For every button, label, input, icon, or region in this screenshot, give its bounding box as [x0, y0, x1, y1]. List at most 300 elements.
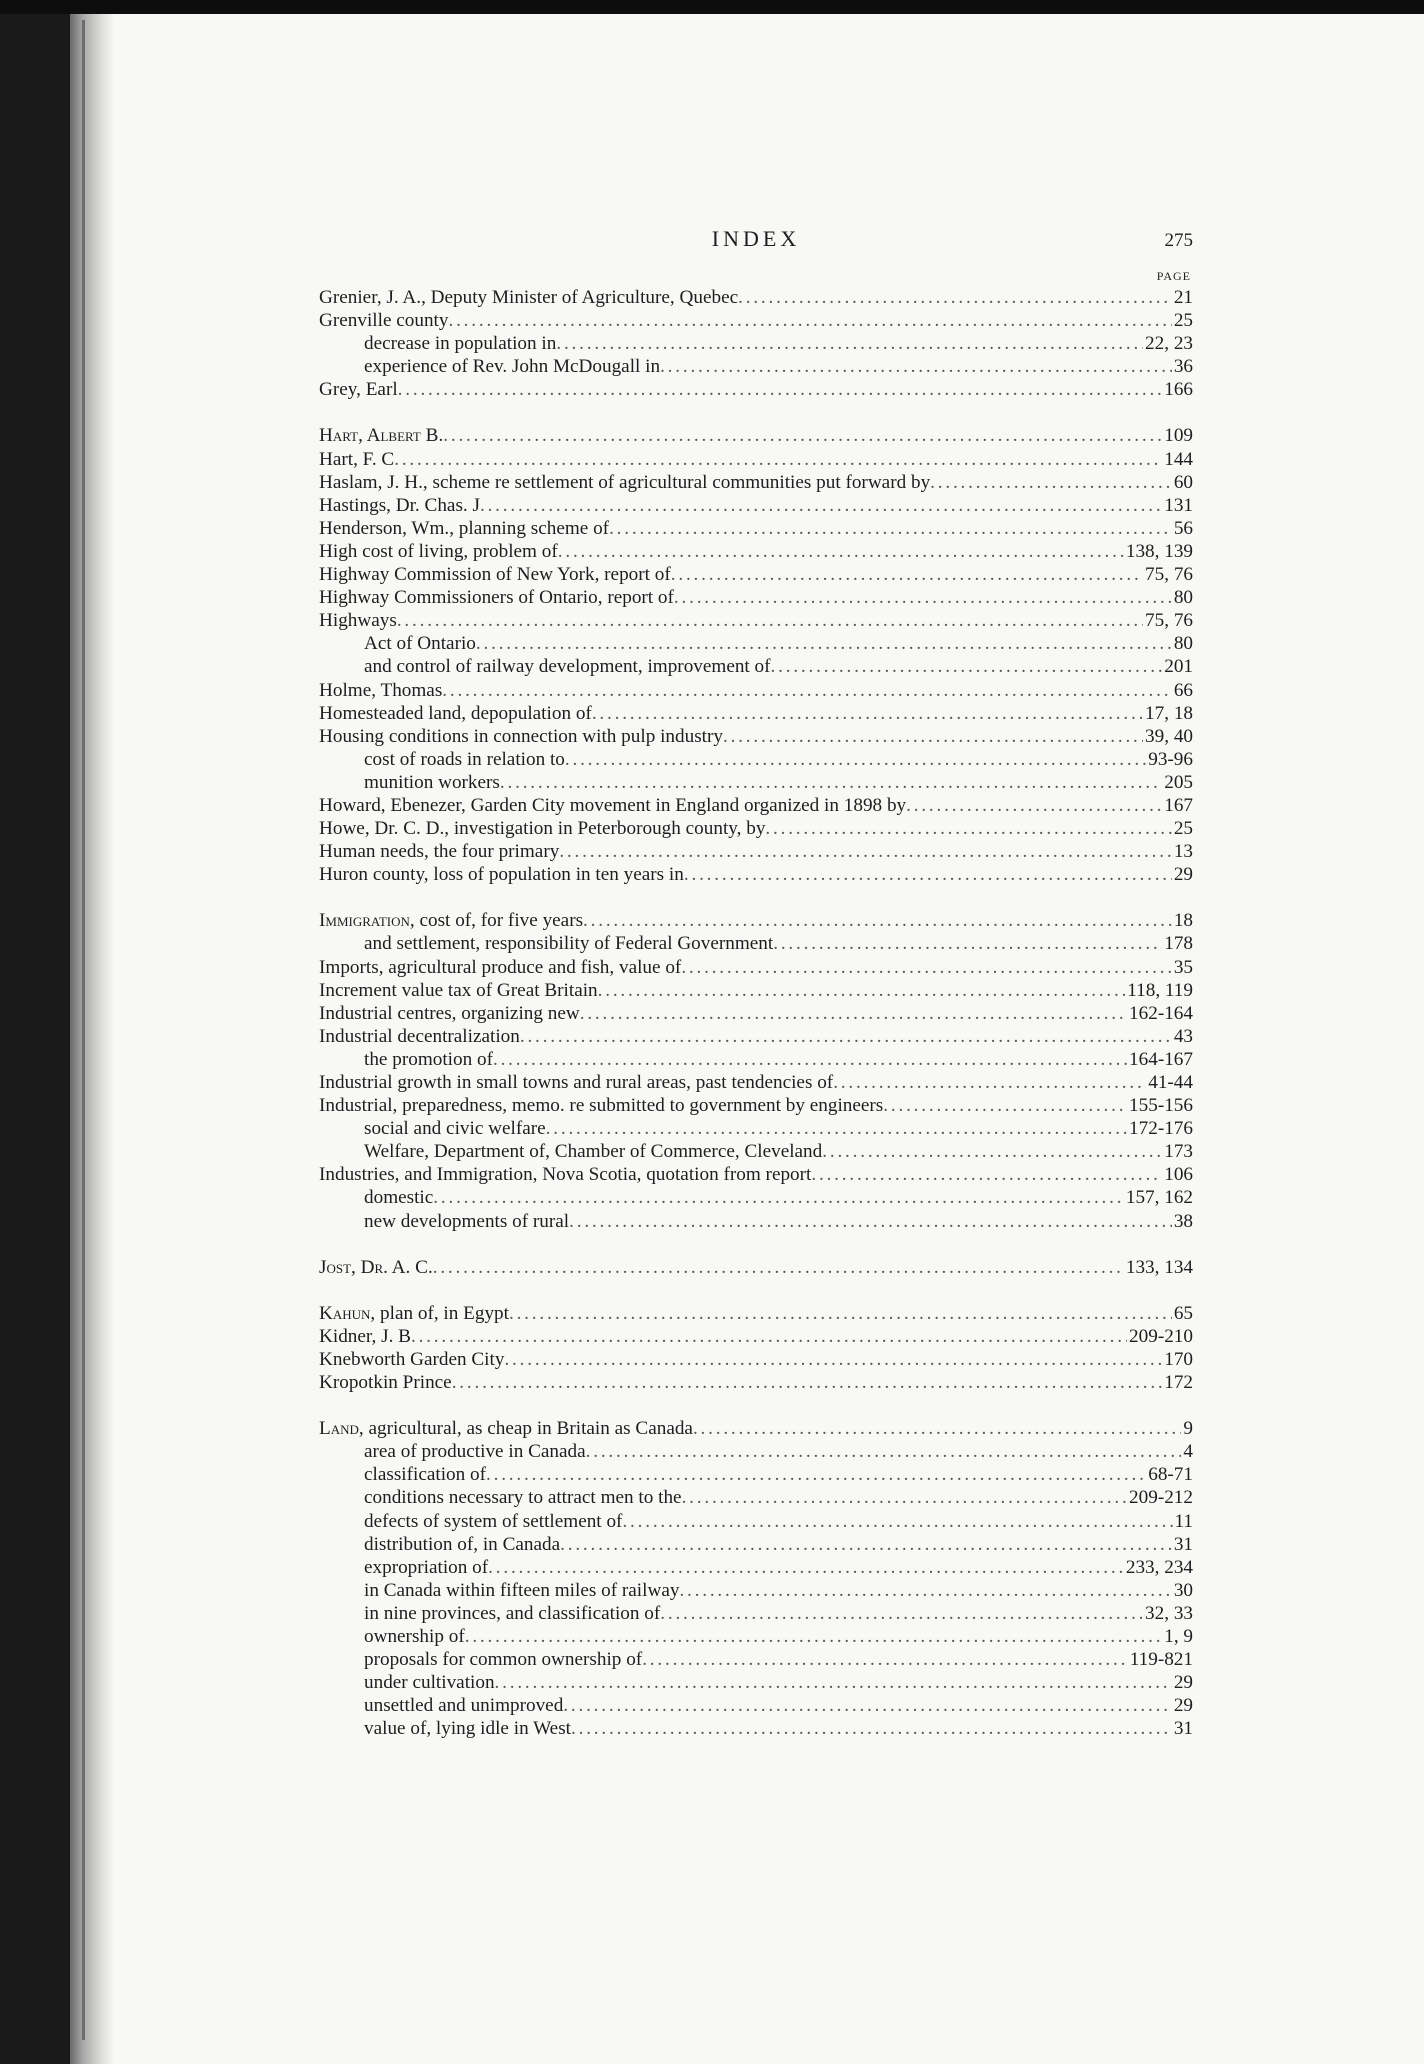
entry-text: Huron county, loss of population in ten years in: [319, 864, 684, 886]
dot-leader: [480, 494, 1162, 517]
index-subentry: [319, 1694, 1193, 1717]
entry-page-reference: 118, 119: [1127, 979, 1193, 1001]
index-entry: [319, 1256, 1193, 1279]
entry-heading: [319, 979, 598, 1002]
index-subentry: [319, 932, 1193, 955]
dot-leader: [520, 1025, 1172, 1048]
entry-text: social and civic welfare: [364, 1118, 546, 1140]
binding-gutter: [70, 14, 114, 2064]
entry-text: Howe, Dr. C. D., investigation in Peterborough county, by: [319, 818, 766, 840]
entry-heading: [319, 817, 765, 840]
index-entry: [319, 1163, 1193, 1186]
entry-text: .: [427, 1256, 433, 1278]
entry-page-reference: 155-156: [1129, 1095, 1193, 1117]
dot-leader: [693, 1417, 1181, 1440]
dot-leader: [500, 771, 1162, 794]
entry-lead-word: Hart, Albert B: [319, 425, 439, 447]
dot-leader: [452, 1371, 1163, 1394]
entry-heading: [319, 424, 443, 447]
entry-text: Industrial decentralization: [319, 1025, 520, 1047]
entry-page-reference: 31: [1173, 1533, 1193, 1555]
entry-page-reference: 80: [1173, 633, 1193, 655]
entry-page-reference: 60: [1173, 471, 1193, 493]
index-subentry: [319, 1671, 1193, 1694]
index-subentry: [319, 632, 1193, 655]
entry-text: Industrial, preparedness, memo. re submitted to government by engineers: [319, 1095, 884, 1117]
index-subentry: [319, 771, 1193, 794]
dot-leader: [411, 1325, 1127, 1348]
entry-heading: [364, 1510, 622, 1533]
entry-text: conditions necessary to attract men to the: [364, 1487, 682, 1509]
entry-heading: [319, 725, 723, 748]
entry-heading: [364, 1671, 495, 1694]
dot-leader: [509, 1302, 1172, 1325]
index-entry: [319, 1071, 1193, 1094]
entry-text: defects of system of settlement of: [364, 1510, 623, 1532]
entry-heading: [319, 286, 738, 309]
entry-text: Welfare, Department of, Chamber of Commerce, Cleveland: [364, 1141, 823, 1163]
index-entry: [319, 840, 1193, 863]
dot-leader: [771, 655, 1163, 678]
entry-text: in nine provinces, and classification of: [364, 1602, 661, 1624]
index-entry: [319, 1025, 1193, 1048]
entry-page-reference: 56: [1173, 517, 1193, 539]
dot-leader: [560, 1533, 1172, 1556]
entry-page-reference: 133, 134: [1125, 1256, 1193, 1278]
entry-heading: [319, 517, 609, 540]
dot-leader: [580, 1002, 1127, 1025]
index-letter-group: [319, 424, 1193, 886]
dot-leader: [476, 632, 1172, 655]
entry-page-reference: 35: [1173, 956, 1193, 978]
entry-page-reference: 157, 162: [1125, 1187, 1193, 1209]
index-entry: [319, 540, 1193, 563]
entry-heading: [319, 471, 930, 494]
entry-page-reference: 173: [1164, 1141, 1193, 1163]
index-entry: [319, 1417, 1193, 1440]
dot-leader: [559, 840, 1172, 863]
entry-page-reference: 209-212: [1129, 1487, 1193, 1509]
entry-page-reference: 32, 33: [1145, 1602, 1193, 1624]
entry-text: Industries, and Immigration, Nova Scotia, quotation from report: [319, 1164, 812, 1186]
index-subentry: [319, 1117, 1193, 1140]
index-entries: [319, 286, 1193, 1740]
entry-heading: [364, 1463, 486, 1486]
index-subentry: [319, 1533, 1193, 1556]
entry-heading: [364, 748, 565, 771]
index-entry: [319, 586, 1193, 609]
dot-leader: [622, 1510, 1172, 1533]
entry-page-reference: 167: [1164, 794, 1193, 816]
binding-shadow-line: [82, 20, 85, 2040]
entry-heading: [319, 794, 906, 817]
entry-text: Housing conditions in connection with pulp industry: [319, 725, 723, 747]
entry-page-reference: 205: [1164, 771, 1193, 793]
entry-page-reference: 119-821: [1129, 1649, 1193, 1671]
entry-page-reference: 172-176: [1129, 1118, 1193, 1140]
index-subentry: [319, 1186, 1193, 1209]
entry-text: , plan of, in Egypt: [370, 1302, 509, 1324]
index-subentry: [319, 1579, 1193, 1602]
entry-heading: [319, 1071, 833, 1094]
entry-text: High cost of living, problem of: [319, 540, 558, 562]
dot-leader: [765, 817, 1171, 840]
entry-text: Highways: [319, 610, 397, 632]
entry-heading: [364, 1556, 488, 1579]
entry-text: Haslam, J. H., scheme re settlement of agricultural communities put forward by: [319, 471, 931, 493]
entry-page-reference: 65: [1173, 1302, 1193, 1324]
dot-leader: [586, 1440, 1182, 1463]
entry-heading: [319, 702, 592, 725]
entry-text: , agricultural, as cheap in Britain as Canada: [358, 1418, 693, 1440]
entry-text: Kidner, J. B: [319, 1325, 411, 1347]
entry-heading: [364, 1625, 465, 1648]
index-entry: [319, 448, 1193, 471]
entry-page-reference: 144: [1164, 448, 1193, 470]
entry-page-reference: 29: [1173, 1672, 1193, 1694]
entry-heading: [364, 1579, 679, 1602]
entry-page-reference: 13: [1173, 841, 1193, 863]
entry-heading: [319, 1002, 580, 1025]
entry-text: Highway Commissioners of Ontario, report of: [319, 587, 674, 609]
dot-leader: [504, 1348, 1162, 1371]
dot-leader: [433, 1186, 1124, 1209]
entry-heading: [319, 1025, 520, 1048]
entry-page-reference: 31: [1173, 1718, 1193, 1740]
entry-heading: [364, 355, 660, 378]
entry-text: .: [438, 425, 444, 447]
entry-heading: [319, 863, 684, 886]
dot-leader: [822, 1140, 1162, 1163]
index-subentry: [319, 1486, 1193, 1509]
index-entry: [319, 1302, 1193, 1325]
entry-page-reference: 209-210: [1129, 1325, 1193, 1347]
entry-page-reference: 29: [1173, 864, 1193, 886]
dot-leader: [448, 309, 1171, 332]
index-subentry: [319, 1140, 1193, 1163]
entry-page-reference: 109: [1164, 425, 1193, 447]
entry-heading: [319, 1094, 883, 1117]
entry-heading: [319, 586, 674, 609]
entry-heading: [319, 540, 558, 563]
dot-leader: [609, 517, 1172, 540]
entry-heading: [319, 1325, 411, 1348]
entry-text: in Canada within fifteen miles of railway: [364, 1579, 680, 1601]
entry-lead-word: Kahun: [319, 1302, 371, 1324]
entry-text: , cost of, for five years: [409, 910, 584, 932]
entry-text: ownership of: [364, 1625, 465, 1647]
dot-leader: [660, 355, 1172, 378]
index-entry: [319, 725, 1193, 748]
entry-page-reference: 18: [1173, 910, 1193, 932]
index-subentry: [319, 1717, 1193, 1740]
entry-text: under cultivation: [364, 1672, 495, 1694]
dot-leader: [833, 1071, 1146, 1094]
index-letter-group: [319, 1417, 1193, 1740]
entry-text: experience of Rev. John McDougall in: [364, 356, 661, 378]
entry-page-reference: 17, 18: [1145, 702, 1193, 724]
index-entry: [319, 494, 1193, 517]
index-entry: [319, 956, 1193, 979]
entry-heading: [364, 332, 556, 355]
entry-text: proposals for common ownership of: [364, 1649, 643, 1671]
entry-text: classification of: [364, 1464, 487, 1486]
entry-text: unsettled and unimproved: [364, 1695, 564, 1717]
entry-page-reference: 172: [1164, 1372, 1193, 1394]
entry-text: Grenville county: [319, 310, 449, 332]
entry-page-reference: 233, 234: [1125, 1556, 1193, 1578]
entry-text: Industrial centres, organizing new: [319, 1002, 580, 1024]
index-subentry: [319, 332, 1193, 355]
index-letter-group: [319, 1302, 1193, 1394]
entry-heading: [319, 1371, 452, 1394]
scan-top-edge: [0, 0, 1424, 14]
running-head: [319, 226, 1193, 266]
dot-leader: [598, 979, 1126, 1002]
entry-text: Holme, Thomas: [319, 679, 443, 701]
dot-leader: [660, 1602, 1143, 1625]
entry-text: area of productive in Canada: [364, 1441, 586, 1463]
entry-text: cost of roads in relation to: [364, 748, 565, 770]
entry-page-reference: 66: [1173, 679, 1193, 701]
dot-leader: [883, 1094, 1127, 1117]
entry-text: Highway Commission of New York, report of: [319, 564, 671, 586]
index-letter-group: [319, 286, 1193, 401]
entry-text: the promotion of: [364, 1048, 493, 1070]
dot-leader: [394, 448, 1162, 471]
entry-heading: [364, 1694, 563, 1717]
entry-heading: [364, 1717, 571, 1740]
dot-leader: [671, 563, 1143, 586]
dot-leader: [488, 1556, 1124, 1579]
entry-text: Knebworth Garden City: [319, 1348, 505, 1370]
entry-heading: [319, 494, 480, 517]
entry-page-reference: 164-167: [1129, 1048, 1193, 1070]
entry-heading: [319, 1417, 693, 1440]
index-subentry: [319, 1210, 1193, 1233]
dot-leader: [465, 1625, 1163, 1648]
index-subentry: [319, 1625, 1193, 1648]
dot-leader: [569, 1210, 1172, 1233]
entry-page-reference: 43: [1173, 1025, 1193, 1047]
index-entry: [319, 424, 1193, 447]
dot-leader: [681, 956, 1171, 979]
index-subentry: [319, 1048, 1193, 1071]
entry-page-reference: 22, 23: [1145, 333, 1193, 355]
entry-page-reference: 41-44: [1148, 1072, 1193, 1093]
index-subentry: [319, 1440, 1193, 1463]
index-letter-group: [319, 1256, 1193, 1279]
index-subentry: [319, 1510, 1193, 1533]
dot-leader: [443, 424, 1162, 447]
dot-leader: [398, 378, 1163, 401]
entry-text: Hart, F. C: [319, 448, 395, 470]
entry-heading: [319, 563, 671, 586]
entry-page-reference: 170: [1164, 1348, 1193, 1370]
entry-page-reference: 138, 139: [1125, 540, 1193, 562]
dot-leader: [495, 1671, 1172, 1694]
entry-text: Increment value tax of Great Britain: [319, 979, 598, 1001]
entry-lead-word: Land: [319, 1418, 359, 1440]
dot-leader: [773, 932, 1162, 955]
dot-leader: [571, 1717, 1172, 1740]
entry-page-reference: 68-71: [1148, 1464, 1193, 1486]
entry-page-reference: 93-96: [1148, 748, 1193, 770]
dot-leader: [682, 1486, 1127, 1509]
index-subentry: [319, 748, 1193, 771]
entry-text: Hastings, Dr. Chas. J: [319, 494, 480, 516]
entry-heading: [364, 632, 476, 655]
entry-text: expropriation of: [364, 1556, 489, 1578]
entry-heading: [364, 1648, 642, 1671]
entry-text: value of, lying idle in West: [364, 1718, 571, 1740]
index-subentry: [319, 1602, 1193, 1625]
dot-leader: [811, 1163, 1162, 1186]
entry-page-reference: 39, 40: [1145, 725, 1193, 747]
entry-page-reference: 162-164: [1129, 1002, 1193, 1024]
entry-heading: [319, 909, 583, 932]
entry-page-reference: 106: [1164, 1164, 1193, 1186]
entry-heading: [364, 1117, 546, 1140]
entry-text: and settlement, responsibility of Federal Government: [364, 933, 774, 955]
dot-leader: [493, 1048, 1127, 1071]
entry-page-reference: 29: [1173, 1695, 1193, 1717]
entry-text: Act of Ontario: [364, 633, 476, 655]
dot-leader: [684, 863, 1172, 886]
dot-leader: [674, 586, 1172, 609]
entry-heading: [364, 1602, 660, 1625]
index-subentry: [319, 1648, 1193, 1671]
page-column-label: PAGE: [1156, 269, 1191, 283]
index-entry: [319, 609, 1193, 632]
entry-heading: [319, 378, 398, 401]
entry-text: Imports, agricultural produce and fish, value of: [319, 956, 682, 978]
entry-page-reference: 75, 76: [1145, 610, 1193, 632]
entry-page-reference: 11: [1174, 1510, 1193, 1532]
entry-text: distribution of, in Canada: [364, 1533, 561, 1555]
index-letter-group: [319, 909, 1193, 1232]
entry-text: new developments of rural: [364, 1210, 570, 1232]
entry-lead-word: Jost, Dr. A. C: [319, 1256, 428, 1278]
index-text-block: [319, 226, 1193, 1740]
entry-heading: [364, 1440, 586, 1463]
entry-page-reference: 201: [1164, 656, 1193, 678]
entry-page-reference: 38: [1173, 1210, 1193, 1232]
entry-heading: [319, 448, 394, 471]
entry-heading: [319, 956, 681, 979]
dot-leader: [738, 286, 1172, 309]
entry-text: Homesteaded land, depopulation of: [319, 702, 592, 724]
entry-heading: [364, 1486, 682, 1509]
dot-leader: [433, 1256, 1124, 1279]
entry-heading: [319, 609, 397, 632]
index-entry: [319, 563, 1193, 586]
entry-heading: [319, 679, 442, 702]
index-entry: [319, 817, 1193, 840]
index-entry: [319, 378, 1193, 401]
index-entry: [319, 1371, 1193, 1394]
index-entry: [319, 309, 1193, 332]
entry-text: Howard, Ebenezer, Garden City movement in England organized in 1898 by: [319, 794, 907, 816]
entry-heading: [364, 1533, 560, 1556]
index-entry: [319, 794, 1193, 817]
dot-leader: [930, 471, 1172, 494]
index-entry: [319, 979, 1193, 1002]
dot-leader: [679, 1579, 1171, 1602]
entry-heading: [319, 1348, 504, 1371]
index-entry: [319, 1094, 1193, 1117]
index-subentry: [319, 1463, 1193, 1486]
entry-heading: [364, 1048, 493, 1071]
entry-heading: [319, 1256, 433, 1279]
entry-text: munition workers: [364, 771, 500, 793]
entry-text: Kropotkin Prince: [319, 1372, 452, 1394]
index-entry: [319, 1325, 1193, 1348]
entry-page-reference: 25: [1173, 310, 1193, 332]
entry-text: decrease in population in: [364, 333, 557, 355]
dot-leader: [906, 794, 1162, 817]
entry-page-reference: 9: [1183, 1418, 1193, 1440]
entry-text: domestic: [364, 1187, 434, 1209]
dot-leader: [723, 725, 1143, 748]
dot-leader: [565, 748, 1146, 771]
entry-page-reference: 25: [1173, 818, 1193, 840]
entry-text: Grenier, J. A., Deputy Minister of Agriculture, Quebec: [319, 287, 739, 308]
entry-heading: [319, 1163, 811, 1186]
index-subentry: [319, 1556, 1193, 1579]
entry-page-reference: 21: [1173, 287, 1193, 308]
index-entry: [319, 1002, 1193, 1025]
entry-page-reference: 178: [1164, 933, 1193, 955]
dot-leader: [397, 609, 1143, 632]
dot-leader: [642, 1648, 1128, 1671]
entry-heading: [364, 932, 773, 955]
entry-heading: [319, 840, 559, 863]
entry-heading: [319, 309, 448, 332]
page-number: 275: [1164, 230, 1193, 251]
entry-text: Industrial growth in small towns and rural areas, past tendencies of: [319, 1072, 834, 1093]
dot-leader: [486, 1463, 1146, 1486]
dot-leader: [558, 540, 1124, 563]
dot-leader: [546, 1117, 1127, 1140]
entry-heading: [364, 1140, 822, 1163]
index-entry: [319, 679, 1193, 702]
entry-page-reference: 166: [1164, 379, 1193, 401]
entry-heading: [364, 771, 500, 794]
entry-page-reference: 80: [1173, 587, 1193, 609]
entry-text: Human needs, the four primary: [319, 841, 560, 863]
entry-heading: [319, 1302, 509, 1325]
dot-leader: [442, 679, 1172, 702]
entry-page-reference: 1, 9: [1164, 1625, 1193, 1647]
index-entry: [319, 863, 1193, 886]
entry-text: Grey, Earl: [319, 379, 398, 401]
index-entry: [319, 471, 1193, 494]
index-entry: [319, 1348, 1193, 1371]
index-entry: [319, 702, 1193, 725]
entry-lead-word: Immigration: [319, 910, 410, 932]
index-entry: [319, 909, 1193, 932]
entry-text: and control of railway development, improvement of: [364, 656, 771, 678]
index-subentry: [319, 355, 1193, 378]
running-title: INDEX: [711, 226, 801, 251]
entry-page-reference: 4: [1183, 1441, 1193, 1463]
entry-heading: [364, 1186, 433, 1209]
entry-page-reference: 36: [1173, 356, 1193, 378]
index-subentry: [319, 655, 1193, 678]
entry-text: Henderson, Wm., planning scheme of: [319, 517, 610, 539]
entry-heading: [364, 1210, 569, 1233]
